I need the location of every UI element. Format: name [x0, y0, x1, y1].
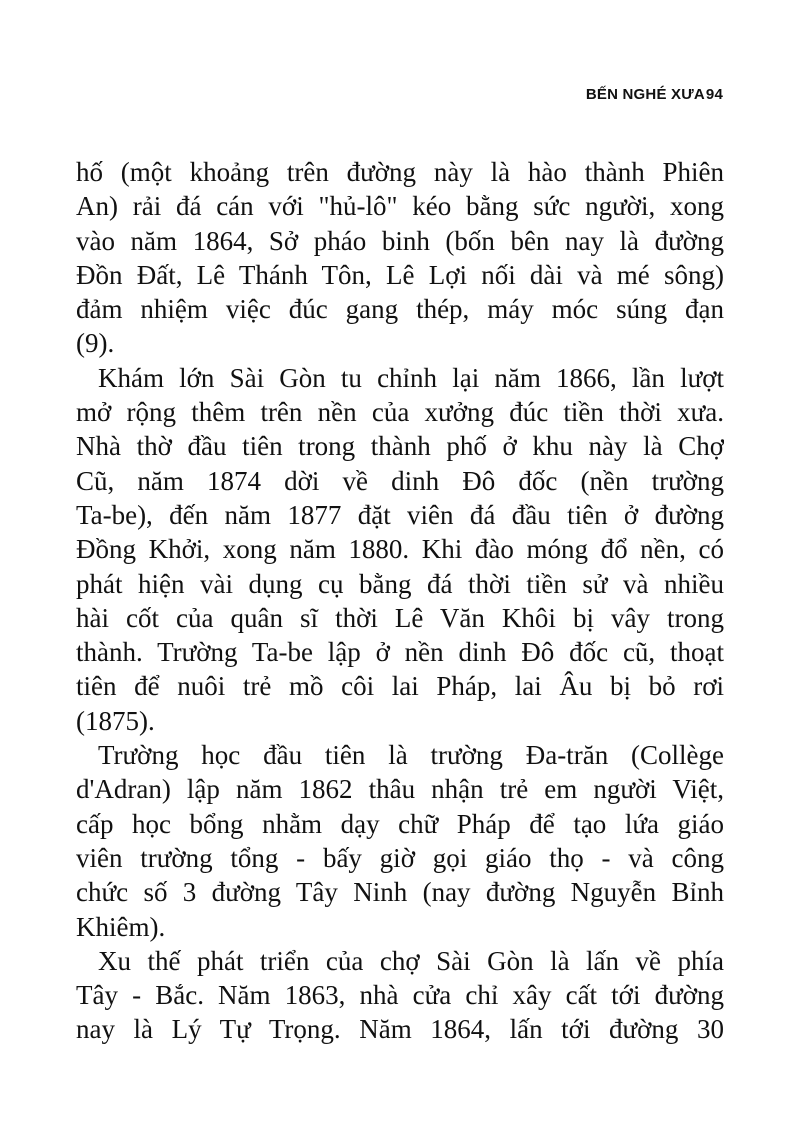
text-line: cấp học bổng nhằm dạy chữ Pháp để tạo lứa giáo: [76, 808, 724, 839]
text-line: Ta-be), đến năm 1877 đặt viên đá đầu tiên ở đường: [76, 499, 724, 530]
page-number: 94: [705, 86, 723, 103]
text-line: Xu thế phát triển của chợ Sài Gòn là lấn về phía: [98, 945, 724, 976]
text-line: vào năm 1864, Sở pháo binh (bốn bên nay là đường: [76, 225, 724, 256]
text-line: Đồn Đất, Lê Thánh Tôn, Lê Lợi nối dài và mé sông): [76, 259, 724, 290]
text-line: hài cốt của quân sĩ thời Lê Văn Khôi bị vây trong: [76, 602, 724, 633]
text-line: Tây - Bắc. Năm 1863, nhà cửa chỉ xây cất tới đường: [76, 980, 724, 1011]
text-line: d'Adran) lập năm 1862 thâu nhận trẻ em người Việt,: [76, 774, 724, 805]
text-line: Khiêm).: [76, 911, 166, 942]
text-line: chức số 3 đường Tây Ninh (nay đường Nguyễn Bỉnh: [76, 877, 724, 908]
paragraph: [76, 361, 724, 738]
text-line: Đồng Khởi, xong năm 1880. Khi đào móng đổ nền, có: [76, 534, 724, 565]
text-line: hố (một khoảng trên đường này là hào thành Phiên: [76, 157, 724, 187]
text-line: An) rải đá cán với "hủ-lô" kéo bằng sức người, xong: [76, 191, 724, 222]
text-line: Trường học đầu tiên là trường Đa-trăn (Collège: [98, 740, 724, 771]
text-line: tiên để nuôi trẻ mồ côi lai Pháp, lai Âu bị bỏ rơi: [76, 671, 724, 702]
paragraph: [76, 944, 724, 1047]
body-text: [76, 155, 724, 1047]
paragraph: [76, 738, 724, 944]
running-title: BẾN NGHÉ XƯA: [585, 86, 705, 103]
text-line: Khám lớn Sài Gòn tu chỉnh lại năm 1866, lần lượt: [98, 362, 724, 393]
text-line: đảm nhiệm việc đúc gang thép, máy móc súng đạn: [76, 294, 724, 325]
text-line: Nhà thờ đầu tiên trong thành phố ở khu này là Chợ: [76, 431, 724, 462]
running-header: [586, 86, 723, 103]
text-line: mở rộng thêm trên nền của xưởng đúc tiền thời xưa.: [76, 397, 724, 428]
text-line: phát hiện vài dụng cụ bằng đá thời tiền sử và nhiều: [76, 568, 724, 599]
text-line: Cũ, năm 1874 dời về dinh Đô đốc (nền trường: [76, 465, 724, 496]
text-line: viên trường tổng - bấy giờ gọi giáo thọ - và công: [76, 842, 724, 873]
text-line: (9).: [76, 328, 115, 359]
text-line: thành. Trường Ta-be lập ở nền dinh Đô đốc cũ, thoạt: [76, 637, 724, 668]
text-line: (1875).: [76, 705, 155, 736]
paragraph: [76, 155, 724, 361]
text-line: nay là Lý Tự Trọng. Năm 1864, lấn tới đường 30: [76, 1014, 724, 1045]
